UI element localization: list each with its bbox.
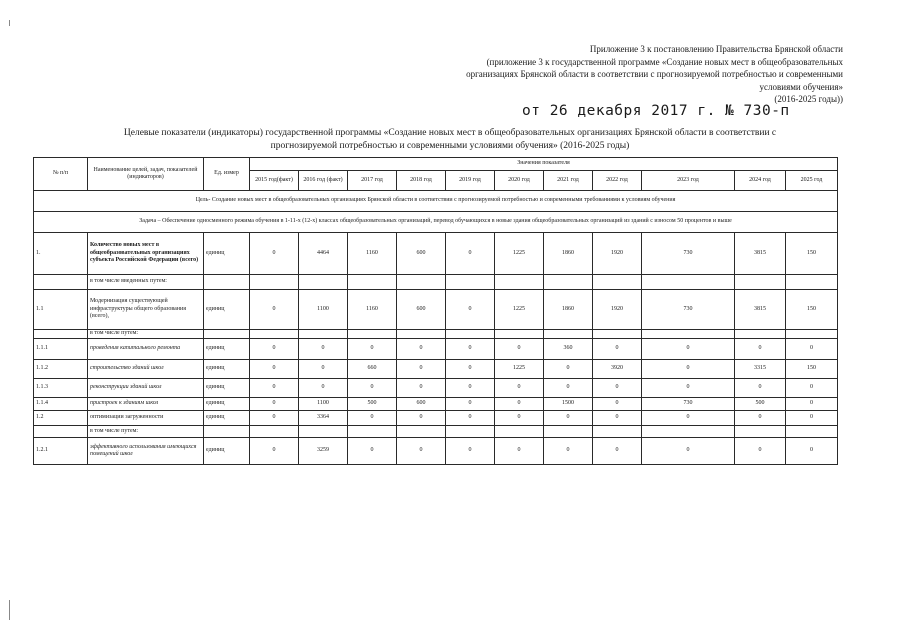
value-cell: 0 <box>397 360 446 379</box>
unit-cell: единиц <box>204 379 250 398</box>
indicator-name: в том числе путем: <box>88 330 204 339</box>
table-row <box>34 275 838 290</box>
value-cell: 0 <box>642 438 735 465</box>
value-cell: 600 <box>397 290 446 330</box>
indicator-name: эффективного использования имеющихся помещений школ <box>88 438 204 465</box>
value-cell <box>299 275 348 290</box>
value-cell: 0 <box>593 339 642 360</box>
col-header-year: 2020 год <box>495 171 544 191</box>
unit-cell: единиц <box>204 233 250 275</box>
value-cell: 0 <box>348 411 397 426</box>
goal-text: Цель- Создание новых мест в общеобразовательных организациях Брянской области в соответствии с прогнозируемой потребностью и современными требованиями к условиям обучения <box>34 191 838 212</box>
value-cell <box>593 330 642 339</box>
value-cell: 0 <box>642 360 735 379</box>
value-cell: 0 <box>397 379 446 398</box>
value-cell <box>446 426 495 438</box>
row-number: 1.1.3 <box>34 379 88 398</box>
row-number: 1.2 <box>34 411 88 426</box>
value-cell <box>786 426 838 438</box>
value-cell: 600 <box>397 398 446 411</box>
value-cell <box>446 330 495 339</box>
indicator-name: строительство зданий школ <box>88 360 204 379</box>
appendix-line-1: Приложение 3 к постановлению Правительства Брянской области <box>589 44 843 54</box>
value-cell <box>397 275 446 290</box>
value-cell: 0 <box>786 398 838 411</box>
value-cell: 3364 <box>299 411 348 426</box>
value-cell <box>544 330 593 339</box>
indicator-name: Модернизация существующей инфраструктуры общего образования (всего), <box>88 290 204 330</box>
value-cell: 0 <box>299 379 348 398</box>
col-header-year: 2024 год <box>735 171 786 191</box>
col-header-values: Значения показателя <box>250 158 838 171</box>
value-cell: 0 <box>593 438 642 465</box>
value-cell: 1100 <box>299 398 348 411</box>
table-row <box>34 438 838 465</box>
col-header-year: 2018 год <box>397 171 446 191</box>
row-number: 1.1.2 <box>34 360 88 379</box>
value-cell: 1860 <box>544 233 593 275</box>
unit-cell <box>204 275 250 290</box>
table-row <box>34 233 838 275</box>
unit-cell <box>204 426 250 438</box>
value-cell: 0 <box>593 398 642 411</box>
value-cell <box>735 275 786 290</box>
value-cell: 1225 <box>495 290 544 330</box>
value-cell: 0 <box>495 339 544 360</box>
unit-cell: единиц <box>204 290 250 330</box>
indicator-name: в том числе введенных путем: <box>88 275 204 290</box>
table-row <box>34 379 838 398</box>
value-cell: 0 <box>446 290 495 330</box>
value-cell: 0 <box>735 438 786 465</box>
table-row <box>34 330 838 339</box>
appendix-line-2: (приложение 3 к государственной программе «Создание новых мест в общеобразовательных <box>486 56 843 67</box>
appendix-line-4: условиями обучения» <box>759 81 843 92</box>
indicators-table-body <box>34 158 838 465</box>
value-cell: 0 <box>495 411 544 426</box>
value-cell: 730 <box>642 290 735 330</box>
unit-cell <box>204 330 250 339</box>
col-header-year: 2025 год <box>786 171 838 191</box>
row-number: 1.1.4 <box>34 398 88 411</box>
value-cell: 730 <box>642 233 735 275</box>
col-header-year: 2019 год <box>446 171 495 191</box>
value-cell: 0 <box>786 379 838 398</box>
value-cell: 0 <box>495 379 544 398</box>
indicator-name: Количество новых мест в общеобразовательных организациях субъекта Российской Федерации (всего) <box>88 233 204 275</box>
col-header-year: 2022 год <box>593 171 642 191</box>
value-cell <box>397 330 446 339</box>
value-cell <box>299 426 348 438</box>
table-row <box>34 290 838 330</box>
left-margin-mark-top <box>9 20 10 26</box>
value-cell <box>735 426 786 438</box>
value-cell: 1225 <box>495 360 544 379</box>
value-cell: 0 <box>250 398 299 411</box>
value-cell <box>299 330 348 339</box>
value-cell <box>348 426 397 438</box>
document-title <box>60 127 840 152</box>
task-row <box>34 212 838 233</box>
value-cell: 0 <box>250 379 299 398</box>
value-cell: 0 <box>544 379 593 398</box>
title-line-1: Целевые показатели (индикаторы) государственной программы «Создание новых мест в общеобразовательных организациях Брянской области в соответствии с <box>123 128 777 138</box>
table-row <box>34 398 838 411</box>
value-cell: 600 <box>397 233 446 275</box>
value-cell: 3815 <box>735 290 786 330</box>
value-cell: 1160 <box>348 290 397 330</box>
unit-cell: единиц <box>204 411 250 426</box>
value-cell: 0 <box>397 339 446 360</box>
value-cell <box>446 275 495 290</box>
value-cell: 0 <box>250 438 299 465</box>
table-row <box>34 339 838 360</box>
value-cell: 1225 <box>495 233 544 275</box>
value-cell <box>642 330 735 339</box>
value-cell <box>250 275 299 290</box>
table-row <box>34 411 838 426</box>
value-cell: 3315 <box>735 360 786 379</box>
title-line-2: прогнозируемой потребностью и современными условиями обучения» (2016-2025 годы) <box>270 140 630 151</box>
value-cell: 0 <box>786 411 838 426</box>
value-cell <box>397 426 446 438</box>
decree-stamp: от 26 декабря 2017 г. № 730-п <box>522 103 790 119</box>
value-cell <box>544 275 593 290</box>
appendix-line-3: организациях Брянской области в соответствии с прогнозируемой потребностью и современными <box>466 69 843 79</box>
row-number <box>34 330 88 339</box>
row-number: 1.1 <box>34 290 88 330</box>
value-cell <box>348 330 397 339</box>
header-row-1 <box>34 158 838 171</box>
value-cell: 0 <box>642 411 735 426</box>
value-cell: 0 <box>495 438 544 465</box>
task-text: Задача – Обеспечение односменного режима обучения в 1-11-х (12-х) классах общеобразовательных организаций, перевод обучающихся в новые здания общеобразовательных организаций из зданий с износом 50 процентов и выше <box>34 212 838 233</box>
col-header-year: 2015 год(факт) <box>250 171 299 191</box>
value-cell <box>593 275 642 290</box>
value-cell: 0 <box>735 379 786 398</box>
indicators-table <box>33 157 838 465</box>
row-number: 1.2.1 <box>34 438 88 465</box>
col-header-year: 2017 год <box>348 171 397 191</box>
value-cell: 0 <box>250 233 299 275</box>
col-header-num: № п/п <box>34 158 88 191</box>
goal-row <box>34 191 838 212</box>
value-cell: 0 <box>299 339 348 360</box>
unit-cell: единиц <box>204 438 250 465</box>
value-cell: 0 <box>250 411 299 426</box>
value-cell <box>593 426 642 438</box>
value-cell: 3920 <box>593 360 642 379</box>
value-cell: 0 <box>642 339 735 360</box>
value-cell: 3259 <box>299 438 348 465</box>
value-cell: 0 <box>786 438 838 465</box>
table-row <box>34 360 838 379</box>
value-cell: 0 <box>735 411 786 426</box>
value-cell: 500 <box>735 398 786 411</box>
value-cell: 0 <box>642 379 735 398</box>
indicator-name: в том числе путем: <box>88 426 204 438</box>
value-cell: 150 <box>786 290 838 330</box>
indicator-name: проведения капитального ремонта <box>88 339 204 360</box>
appendix-header <box>373 43 843 106</box>
value-cell: 1920 <box>593 233 642 275</box>
value-cell: 150 <box>786 233 838 275</box>
col-header-name: Наименование целей, задач, показателей (индикаторов) <box>88 158 204 191</box>
indicator-name: оптимизации загруженности <box>88 411 204 426</box>
col-header-year: 2023 год <box>642 171 735 191</box>
row-number <box>34 426 88 438</box>
value-cell <box>735 330 786 339</box>
value-cell: 0 <box>250 290 299 330</box>
value-cell: 0 <box>446 233 495 275</box>
value-cell: 0 <box>593 411 642 426</box>
value-cell: 3815 <box>735 233 786 275</box>
value-cell: 1920 <box>593 290 642 330</box>
value-cell: 0 <box>544 360 593 379</box>
value-cell: 0 <box>446 360 495 379</box>
indicator-name: пристроек к зданиям школ <box>88 398 204 411</box>
value-cell: 0 <box>786 339 838 360</box>
value-cell: 1100 <box>299 290 348 330</box>
value-cell <box>250 426 299 438</box>
value-cell: 0 <box>446 411 495 426</box>
value-cell: 4464 <box>299 233 348 275</box>
value-cell <box>250 330 299 339</box>
row-number: 1.1.1 <box>34 339 88 360</box>
value-cell: 0 <box>495 398 544 411</box>
value-cell: 660 <box>348 360 397 379</box>
value-cell <box>348 275 397 290</box>
col-header-unit: Ед. измер <box>204 158 250 191</box>
value-cell <box>495 426 544 438</box>
col-header-year: 2016 год (факт) <box>299 171 348 191</box>
value-cell: 0 <box>397 438 446 465</box>
value-cell: 0 <box>446 438 495 465</box>
value-cell: 730 <box>642 398 735 411</box>
value-cell: 1160 <box>348 233 397 275</box>
value-cell: 0 <box>250 339 299 360</box>
appendix-line-5: (2016-2025 годы)) <box>774 94 843 104</box>
value-cell: 0 <box>348 339 397 360</box>
value-cell: 150 <box>786 360 838 379</box>
table-row <box>34 426 838 438</box>
value-cell: 500 <box>348 398 397 411</box>
value-cell: 0 <box>446 398 495 411</box>
indicator-name: реконструкции зданий школ <box>88 379 204 398</box>
unit-cell: единиц <box>204 398 250 411</box>
row-number <box>34 275 88 290</box>
value-cell: 0 <box>299 360 348 379</box>
value-cell: 360 <box>544 339 593 360</box>
value-cell: 0 <box>250 360 299 379</box>
value-cell: 0 <box>348 438 397 465</box>
value-cell <box>786 275 838 290</box>
value-cell <box>786 330 838 339</box>
value-cell <box>642 426 735 438</box>
value-cell <box>495 275 544 290</box>
value-cell: 0 <box>544 438 593 465</box>
value-cell <box>642 275 735 290</box>
row-number: 1. <box>34 233 88 275</box>
value-cell <box>495 330 544 339</box>
value-cell: 0 <box>348 379 397 398</box>
col-header-year: 2021 год <box>544 171 593 191</box>
value-cell: 0 <box>593 379 642 398</box>
unit-cell: единиц <box>204 360 250 379</box>
value-cell: 1860 <box>544 290 593 330</box>
left-margin-mark-bottom <box>9 600 10 620</box>
value-cell: 0 <box>544 411 593 426</box>
value-cell: 1500 <box>544 398 593 411</box>
value-cell: 0 <box>735 339 786 360</box>
unit-cell: единиц <box>204 339 250 360</box>
value-cell: 0 <box>397 411 446 426</box>
value-cell: 0 <box>446 379 495 398</box>
value-cell: 0 <box>446 339 495 360</box>
value-cell <box>544 426 593 438</box>
